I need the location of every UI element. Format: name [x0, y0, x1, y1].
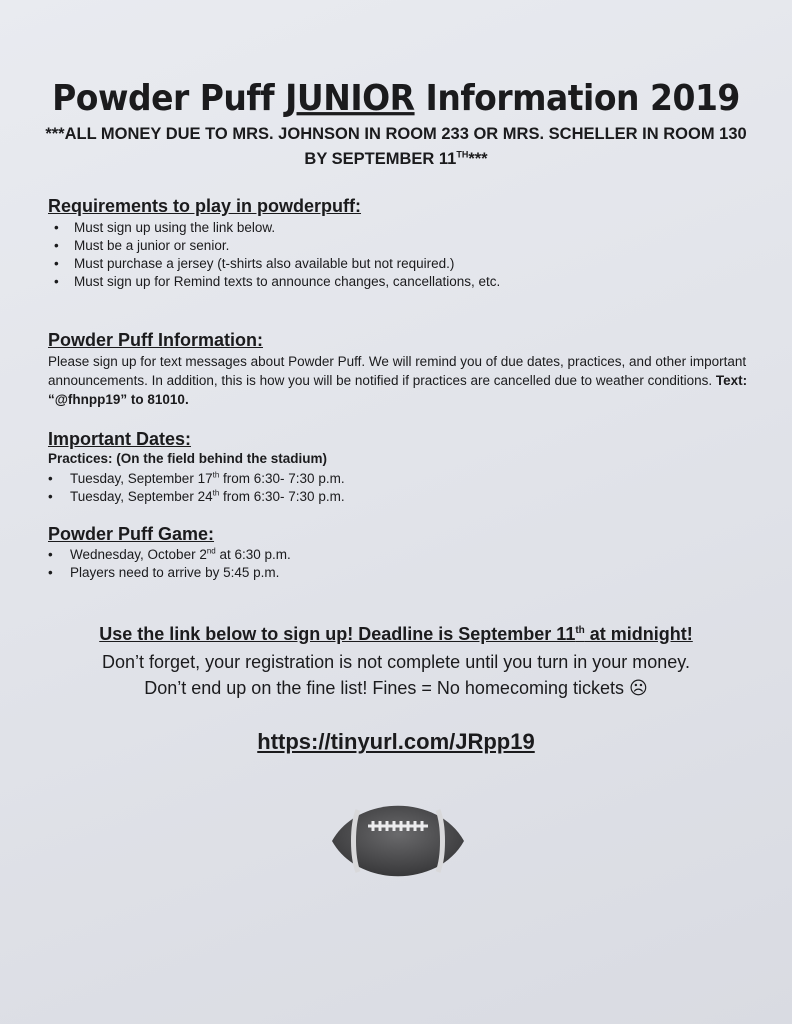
notice-end: ***: [468, 150, 488, 168]
signup-deadline: [0, 622, 792, 646]
game-date: Wednesday, October 2: [70, 547, 207, 562]
list-item: • Must be a junior or senior.: [48, 237, 748, 255]
list-item: • Players need to arrive by 5:45 p.m.: [48, 564, 748, 582]
date-text: Tuesday, September 24: [70, 489, 213, 504]
info-heading: Powder Puff Information:: [48, 330, 263, 350]
list-item: [48, 470, 748, 488]
money-due-notice: [40, 122, 752, 172]
game-heading: Powder Puff Game:: [48, 524, 215, 544]
list-item: • Must sign up for Remind texts to announce changes, cancellations, etc.: [48, 273, 748, 291]
date-text: Tuesday, September 17: [70, 471, 213, 486]
signup-link[interactable]: https://tinyurl.com/JRpp19: [257, 729, 535, 754]
title-prefix: Powder Puff: [52, 76, 286, 119]
football-icon: [328, 796, 468, 886]
date-suffix: th: [212, 488, 220, 498]
list-item: [48, 488, 748, 506]
practices-label: Practices: (On the field behind the stadium): [48, 451, 328, 466]
game-list: [48, 546, 748, 582]
info-paragraph: [48, 352, 758, 409]
date-time: from 6:30- 7:30 p.m.: [219, 471, 345, 486]
text-instruction: Text: “@fhnpp19” to 81010.: [48, 373, 748, 407]
deadline-suffix: th: [575, 625, 585, 636]
title-suffix: Information 2019: [414, 76, 740, 119]
practice-dates-list: [48, 470, 748, 506]
list-item: • Must sign up using the link below.: [48, 219, 748, 237]
game-time: at 6:30 p.m.: [215, 547, 291, 562]
list-item: [48, 546, 748, 564]
deadline-end: at midnight!: [584, 624, 693, 644]
registration-reminder: Don’t forget, your registration is not complete until you turn in your money.: [102, 652, 690, 672]
game-date-suffix: nd: [206, 546, 216, 556]
notice-superscript: TH: [456, 149, 469, 160]
title-emphasis: JUNIOR: [285, 76, 415, 119]
requirements-heading: Requirements to play in powderpuff:: [48, 196, 362, 216]
requirements-list: [48, 219, 748, 291]
deadline-text: Use the link below to sign up! Deadline is September 11: [99, 624, 576, 644]
date-suffix: th: [212, 470, 220, 480]
date-time: from 6:30- 7:30 p.m.: [219, 489, 345, 504]
notice-text: ***ALL MONEY DUE TO MRS. JOHNSON IN ROOM 233 OR MRS. SCHELLER IN ROOM 130 BY SEPTEMBER 11: [45, 125, 747, 168]
dates-heading: Important Dates:: [48, 429, 192, 449]
fine-warning: Don’t end up on the fine list! Fines = No homecoming tickets ☹: [144, 678, 648, 698]
info-body: Please sign up for text messages about Powder Puff. We will remind you of due dates, practices, and other important announcements. In addition, this is how you will be notified if practices are cancelled due to weather conditions.: [48, 354, 747, 388]
list-item: • Must purchase a jersey (t-shirts also available but not required.): [48, 255, 748, 273]
page-title: [0, 76, 792, 118]
